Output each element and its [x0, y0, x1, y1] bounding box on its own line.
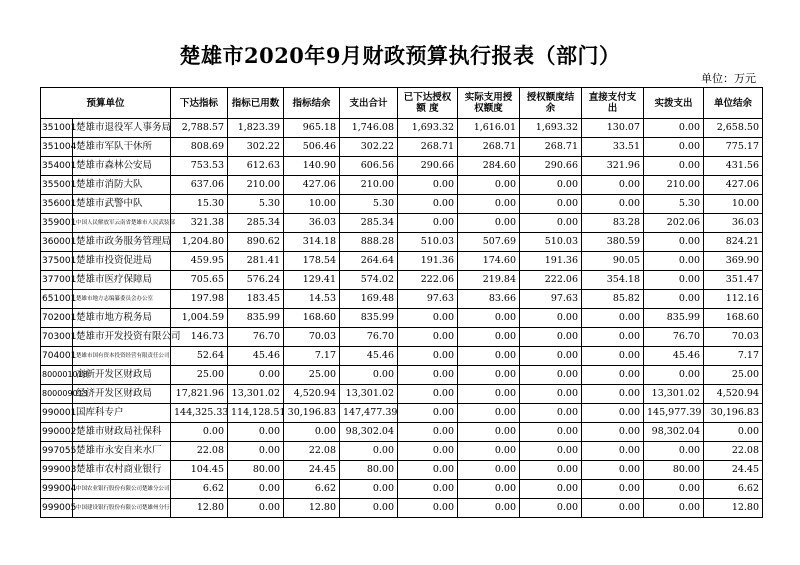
value-cell: 76.70	[644, 328, 704, 347]
col-header-balance: 指标结余	[284, 88, 340, 119]
value-cell: 268.71	[458, 138, 520, 157]
value-cell: 13,301.02	[644, 385, 704, 404]
value-cell: 0.00	[398, 461, 458, 480]
value-cell: 0.00	[398, 480, 458, 499]
value-cell: 0.00	[458, 499, 520, 518]
value-cell: 0.00	[582, 499, 644, 518]
unit-code: 355001	[41, 176, 73, 195]
value-cell: 0.00	[398, 309, 458, 328]
value-cell: 0.00	[582, 195, 644, 214]
table-row	[41, 138, 763, 157]
unit-name: 楚雄市开发投资有限公司	[73, 328, 171, 347]
value-cell: 169.48	[340, 290, 398, 309]
value-cell: 0.00	[520, 347, 582, 366]
value-cell: 0.00	[644, 138, 704, 157]
value-cell: 83.28	[582, 214, 644, 233]
unit-code: 703001	[41, 328, 73, 347]
value-cell: 380.59	[582, 233, 644, 252]
value-cell: 0.00	[458, 461, 520, 480]
value-cell: 0.00	[520, 328, 582, 347]
value-cell: 83.66	[458, 290, 520, 309]
value-cell: 70.03	[284, 328, 340, 347]
value-cell: 612.63	[228, 157, 284, 176]
value-cell: 431.56	[704, 157, 763, 176]
value-cell: 510.03	[520, 233, 582, 252]
value-cell: 6.62	[171, 480, 228, 499]
value-cell: 0.00	[520, 442, 582, 461]
value-cell: 321.38	[171, 214, 228, 233]
unit-code: 360001	[41, 233, 73, 252]
value-cell: 290.66	[520, 157, 582, 176]
value-cell: 507.69	[458, 233, 520, 252]
value-cell: 369.90	[704, 252, 763, 271]
value-cell: 0.00	[520, 461, 582, 480]
header-row	[41, 88, 763, 119]
value-cell: 222.06	[520, 271, 582, 290]
value-cell: 112.16	[704, 290, 763, 309]
value-cell: 45.46	[644, 347, 704, 366]
value-cell: 0.00	[582, 404, 644, 423]
col-header-total-expense: 支出合计	[340, 88, 398, 119]
value-cell: 0.00	[458, 347, 520, 366]
unit-code: 354001	[41, 157, 73, 176]
value-cell: 45.46	[340, 347, 398, 366]
value-cell: 15.30	[171, 195, 228, 214]
unit-code: 999003	[41, 461, 73, 480]
value-cell: 1,693.32	[398, 119, 458, 138]
value-cell: 0.00	[228, 499, 284, 518]
table-row	[41, 499, 763, 518]
value-cell: 0.00	[340, 442, 398, 461]
unit-code: 702001	[41, 309, 73, 328]
table-row	[41, 233, 763, 252]
value-cell: 606.56	[340, 157, 398, 176]
col-header-used: 指标已用数	[228, 88, 284, 119]
value-cell: 0.00	[340, 366, 398, 385]
value-cell: 459.95	[171, 252, 228, 271]
value-cell: 1,693.32	[520, 119, 582, 138]
value-cell: 890.62	[228, 233, 284, 252]
value-cell: 314.18	[284, 233, 340, 252]
value-cell: 5.30	[644, 195, 704, 214]
table-row	[41, 385, 763, 404]
table-row	[41, 290, 763, 309]
table-row	[41, 195, 763, 214]
value-cell: 0.00	[582, 366, 644, 385]
value-cell: 2,788.57	[171, 119, 228, 138]
value-cell: 0.00	[398, 195, 458, 214]
value-cell: 25.00	[171, 366, 228, 385]
value-cell: 0.00	[520, 309, 582, 328]
value-cell: 264.64	[340, 252, 398, 271]
value-cell: 0.00	[458, 366, 520, 385]
value-cell: 52.64	[171, 347, 228, 366]
value-cell: 0.00	[398, 176, 458, 195]
table-row	[41, 404, 763, 423]
value-cell: 222.06	[398, 271, 458, 290]
value-cell: 12.80	[704, 499, 763, 518]
value-cell: 281.41	[228, 252, 284, 271]
value-cell: 0.00	[520, 195, 582, 214]
value-cell: 144,325.33	[171, 404, 228, 423]
value-cell: 888.28	[340, 233, 398, 252]
value-cell: 0.00	[458, 404, 520, 423]
value-cell: 268.71	[398, 138, 458, 157]
table-row	[41, 347, 763, 366]
value-cell: 7.17	[284, 347, 340, 366]
value-cell: 0.00	[520, 176, 582, 195]
unit-code: 997055	[41, 442, 73, 461]
value-cell: 98,302.04	[340, 423, 398, 442]
value-cell: 191.36	[520, 252, 582, 271]
value-cell: 0.00	[582, 347, 644, 366]
value-cell: 5.30	[228, 195, 284, 214]
col-header-actual-authorized: 实际支用授权额度	[458, 88, 520, 119]
value-cell: 0.00	[398, 214, 458, 233]
value-cell: 80.00	[340, 461, 398, 480]
value-cell: 0.00	[398, 385, 458, 404]
unit-name: 楚雄市森林公安局	[73, 157, 171, 176]
unit-code: 800009013	[41, 385, 73, 404]
unit-name: 经济开发区财政局	[73, 385, 171, 404]
col-header-authorized-balance: 授权额度结余	[520, 88, 582, 119]
value-cell: 824.21	[704, 233, 763, 252]
unit-name: 中国农业银行股份有限公司楚雄分公司	[73, 480, 171, 499]
unit-name: 中国建设银行股份有限公司楚雄州分行	[73, 499, 171, 518]
value-cell: 0.00	[582, 461, 644, 480]
value-cell: 0.00	[520, 404, 582, 423]
value-cell: 76.70	[340, 328, 398, 347]
unit-name: 国库科专户	[73, 404, 171, 423]
value-cell: 354.18	[582, 271, 644, 290]
value-cell: 13,301.02	[340, 385, 398, 404]
value-cell: 0.00	[398, 442, 458, 461]
value-cell: 0.00	[644, 119, 704, 138]
value-cell: 0.00	[458, 214, 520, 233]
value-cell: 191.36	[398, 252, 458, 271]
value-cell: 705.65	[171, 271, 228, 290]
value-cell: 24.45	[704, 461, 763, 480]
value-cell: 168.60	[704, 309, 763, 328]
value-cell: 114,128.51	[228, 404, 284, 423]
value-cell: 284.60	[458, 157, 520, 176]
value-cell: 130.07	[582, 119, 644, 138]
table-row	[41, 309, 763, 328]
value-cell: 22.08	[704, 442, 763, 461]
value-cell: 25.00	[284, 366, 340, 385]
value-cell: 0.00	[171, 423, 228, 442]
value-cell: 0.00	[644, 366, 704, 385]
value-cell: 1,746.08	[340, 119, 398, 138]
value-cell: 285.34	[228, 214, 284, 233]
value-cell: 140.90	[284, 157, 340, 176]
value-cell: 0.00	[582, 423, 644, 442]
value-cell: 0.00	[520, 366, 582, 385]
value-cell: 219.84	[458, 271, 520, 290]
value-cell: 290.66	[398, 157, 458, 176]
value-cell: 36.03	[284, 214, 340, 233]
col-header-unit: 预算单位	[41, 88, 171, 119]
value-cell: 85.82	[582, 290, 644, 309]
value-cell: 0.00	[458, 176, 520, 195]
value-cell: 574.02	[340, 271, 398, 290]
value-cell: 174.60	[458, 252, 520, 271]
value-cell: 0.00	[644, 442, 704, 461]
value-cell: 1,204.80	[171, 233, 228, 252]
value-cell: 202.06	[644, 214, 704, 233]
unit-code: 351001	[41, 119, 73, 138]
value-cell: 80.00	[644, 461, 704, 480]
value-cell: 210.00	[340, 176, 398, 195]
value-cell: 1,823.39	[228, 119, 284, 138]
unit-code: 990002	[41, 423, 73, 442]
value-cell: 0.00	[284, 423, 340, 442]
value-cell: 637.06	[171, 176, 228, 195]
unit-label: 单位：万元	[701, 72, 756, 85]
value-cell: 302.22	[228, 138, 284, 157]
value-cell: 97.63	[398, 290, 458, 309]
value-cell: 36.03	[704, 214, 763, 233]
value-cell: 835.99	[228, 309, 284, 328]
value-cell: 0.00	[582, 176, 644, 195]
value-cell: 285.34	[340, 214, 398, 233]
unit-name: 楚雄市地方志编纂委员会办公室	[73, 290, 171, 309]
table-row	[41, 271, 763, 290]
value-cell: 210.00	[644, 176, 704, 195]
value-cell: 22.08	[171, 442, 228, 461]
value-cell: 0.00	[398, 404, 458, 423]
value-cell: 0.00	[458, 442, 520, 461]
value-cell: 10.00	[704, 195, 763, 214]
unit-name: 楚雄市退役军人事务局	[73, 119, 171, 138]
unit-name: 楚雄市武警中队	[73, 195, 171, 214]
value-cell: 145,977.39	[644, 404, 704, 423]
value-cell: 0.00	[458, 328, 520, 347]
value-cell: 965.18	[284, 119, 340, 138]
unit-name: 高新开发区财政局	[73, 366, 171, 385]
unit-code: 651001	[41, 290, 73, 309]
value-cell: 0.00	[520, 499, 582, 518]
value-cell: 30,196.83	[704, 404, 763, 423]
value-cell: 0.00	[398, 423, 458, 442]
value-cell: 12.80	[284, 499, 340, 518]
value-cell: 1,004.59	[171, 309, 228, 328]
unit-code: 351004	[41, 138, 73, 157]
value-cell: 0.00	[228, 480, 284, 499]
value-cell: 0.00	[340, 499, 398, 518]
value-cell: 0.00	[582, 442, 644, 461]
table-row	[41, 252, 763, 271]
value-cell: 0.00	[644, 499, 704, 518]
table-row	[41, 442, 763, 461]
unit-name: 楚雄市医疗保障局	[73, 271, 171, 290]
value-cell: 0.00	[228, 366, 284, 385]
col-header-allocated: 实拨支出	[644, 88, 704, 119]
col-header-direct-payment: 直接支付支出	[582, 88, 644, 119]
value-cell: 0.00	[644, 290, 704, 309]
value-cell: 76.70	[228, 328, 284, 347]
value-cell: 25.00	[704, 366, 763, 385]
value-cell: 321.96	[582, 157, 644, 176]
value-cell: 0.00	[398, 347, 458, 366]
value-cell: 0.00	[458, 423, 520, 442]
unit-name: 楚雄市财政局社保科	[73, 423, 171, 442]
unit-code: 800001018	[41, 366, 73, 385]
unit-name: 楚雄市投资促进局	[73, 252, 171, 271]
value-cell: 576.24	[228, 271, 284, 290]
value-cell: 168.60	[284, 309, 340, 328]
value-cell: 5.30	[340, 195, 398, 214]
col-header-authorized: 已下达授权 额 度	[398, 88, 458, 119]
value-cell: 268.71	[520, 138, 582, 157]
value-cell: 0.00	[458, 195, 520, 214]
value-cell: 2,658.50	[704, 119, 763, 138]
table-row	[41, 214, 763, 233]
value-cell: 0.00	[228, 442, 284, 461]
table-row	[41, 461, 763, 480]
table-row	[41, 157, 763, 176]
unit-code: 999005	[41, 499, 73, 518]
value-cell: 0.00	[520, 214, 582, 233]
value-cell: 0.00	[644, 252, 704, 271]
value-cell: 146.73	[171, 328, 228, 347]
unit-name: 楚雄市农村商业银行	[73, 461, 171, 480]
table-row	[41, 176, 763, 195]
unit-code: 377001	[41, 271, 73, 290]
value-cell: 0.00	[458, 309, 520, 328]
unit-name: 楚雄市军队干休所	[73, 138, 171, 157]
value-cell: 506.46	[284, 138, 340, 157]
value-cell: 0.00	[520, 385, 582, 404]
value-cell: 7.17	[704, 347, 763, 366]
value-cell: 0.00	[644, 157, 704, 176]
unit-code: 356001	[41, 195, 73, 214]
value-cell: 0.00	[582, 309, 644, 328]
value-cell: 0.00	[582, 328, 644, 347]
unit-name: 楚雄市政务服务管理局	[73, 233, 171, 252]
value-cell: 14.53	[284, 290, 340, 309]
value-cell: 24.45	[284, 461, 340, 480]
value-cell: 98,302.04	[644, 423, 704, 442]
value-cell: 510.03	[398, 233, 458, 252]
value-cell: 0.00	[340, 480, 398, 499]
value-cell: 0.00	[398, 499, 458, 518]
col-header-unit-balance: 单位结余	[704, 88, 763, 119]
value-cell: 0.00	[644, 480, 704, 499]
value-cell: 0.00	[228, 423, 284, 442]
unit-code: 990001	[41, 404, 73, 423]
page-title: 楚雄市2020年9月财政预算执行报表（部门）	[179, 43, 621, 68]
value-cell: 0.00	[520, 423, 582, 442]
unit-name: 中国人民解放军云南省楚雄市人民武装部	[73, 214, 171, 233]
value-cell: 0.00	[398, 328, 458, 347]
table-row	[41, 366, 763, 385]
value-cell: 0.00	[520, 480, 582, 499]
unit-code: 375001	[41, 252, 73, 271]
value-cell: 197.98	[171, 290, 228, 309]
value-cell: 210.00	[228, 176, 284, 195]
value-cell: 808.69	[171, 138, 228, 157]
unit-name: 楚雄市永安自来水厂	[73, 442, 171, 461]
value-cell: 80.00	[228, 461, 284, 480]
value-cell: 4,520.94	[284, 385, 340, 404]
value-cell: 70.03	[704, 328, 763, 347]
value-cell: 6.62	[284, 480, 340, 499]
value-cell: 427.06	[704, 176, 763, 195]
value-cell: 129.41	[284, 271, 340, 290]
value-cell: 22.08	[284, 442, 340, 461]
value-cell: 97.63	[520, 290, 582, 309]
value-cell: 30,196.83	[284, 404, 340, 423]
value-cell: 90.05	[582, 252, 644, 271]
value-cell: 12.80	[171, 499, 228, 518]
value-cell: 6.62	[704, 480, 763, 499]
unit-code: 359001	[41, 214, 73, 233]
value-cell: 0.00	[458, 480, 520, 499]
value-cell: 0.00	[398, 366, 458, 385]
table-row	[41, 423, 763, 442]
value-cell: 302.22	[340, 138, 398, 157]
value-cell: 183.45	[228, 290, 284, 309]
budget-table	[40, 87, 763, 518]
value-cell: 4,520.94	[704, 385, 763, 404]
value-cell: 33.51	[582, 138, 644, 157]
value-cell: 0.00	[582, 480, 644, 499]
table-row	[41, 119, 763, 138]
value-cell: 178.54	[284, 252, 340, 271]
value-cell: 0.00	[644, 233, 704, 252]
value-cell: 0.00	[582, 385, 644, 404]
value-cell: 17,821.96	[171, 385, 228, 404]
value-cell: 0.00	[458, 385, 520, 404]
value-cell: 10.00	[284, 195, 340, 214]
value-cell: 104.45	[171, 461, 228, 480]
col-header-issued: 下达指标	[171, 88, 228, 119]
value-cell: 753.53	[171, 157, 228, 176]
unit-code: 704001	[41, 347, 73, 366]
value-cell: 0.00	[644, 271, 704, 290]
unit-name: 楚雄市国有资本投资经营有限责任公司	[73, 347, 171, 366]
value-cell: 13,301.02	[228, 385, 284, 404]
value-cell: 147,477.39	[340, 404, 398, 423]
value-cell: 1,616.01	[458, 119, 520, 138]
table-row	[41, 480, 763, 499]
value-cell: 427.06	[284, 176, 340, 195]
value-cell: 0.00	[704, 423, 763, 442]
value-cell: 835.99	[644, 309, 704, 328]
table-row	[41, 328, 763, 347]
value-cell: 835.99	[340, 309, 398, 328]
unit-name: 楚雄市消防大队	[73, 176, 171, 195]
value-cell: 775.17	[704, 138, 763, 157]
value-cell: 45.46	[228, 347, 284, 366]
unit-name: 楚雄市地方税务局	[73, 309, 171, 328]
unit-code: 999004	[41, 480, 73, 499]
value-cell: 351.47	[704, 271, 763, 290]
